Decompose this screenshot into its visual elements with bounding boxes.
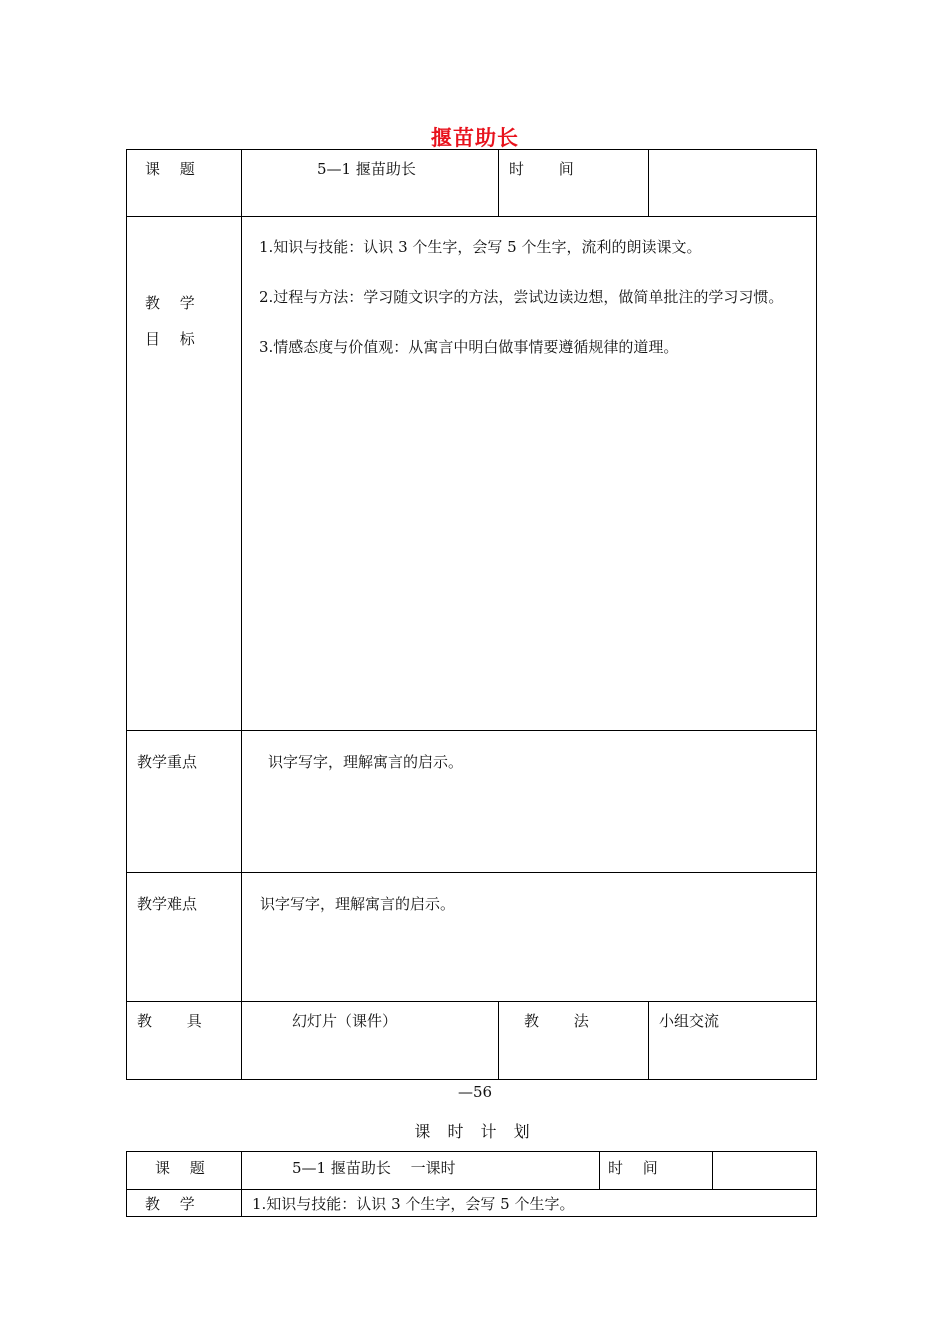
plan-topic-row [127,1152,817,1190]
key-point-label: 教学重点 [127,731,242,873]
key-point-value: 识字写字，理解寓言的启示。 [242,731,817,873]
plan-topic-label: 课 题 [127,1152,242,1190]
tools-value: 幻灯片（课件） [242,1002,499,1080]
key-point-row [127,731,817,873]
plan-topic-value: 5—1 揠苗助长 一课时 [242,1152,600,1190]
plan-time-label: 时 间 [600,1152,713,1190]
objectives-row [127,217,817,731]
difficulty-label: 教学难点 [127,873,242,1002]
plan-heading: 课 时 计 划 [414,1122,536,1141]
objective-1: 1.知识与技能：认识 3 个生字，会写 5 个生字，流利的朗读课文。 [259,238,702,256]
lesson-table [126,149,817,1080]
topic-row [127,150,817,217]
method-label: 教 法 [499,1002,649,1080]
plan-objective-1: 1.知识与技能：认识 3 个生字，会写 5 个生字。 [242,1190,817,1217]
topic-label: 课 题 [127,150,242,217]
objectives-cell [242,217,817,731]
objectives-label-line-1: 教 学 [145,294,195,312]
plan-objectives-label: 教 学 [127,1190,242,1217]
tools-label: 教 具 [127,1002,242,1080]
plan-table [126,1151,817,1217]
objective-2: 2.过程与方法：学习随文识字的方法，尝试边读边想，做简单批注的学习习惯。 [259,288,784,306]
time-label: 时 间 [499,150,649,217]
plan-objectives-row [127,1190,817,1217]
difficulty-row [127,873,817,1002]
document-title: 揠苗助长 [431,126,519,150]
objective-3: 3.情感态度与价值观：从寓言中明白做事情要遵循规律的道理。 [259,338,679,356]
topic-value: 5—1 揠苗助长 [242,150,499,217]
objectives-label [127,217,242,731]
objectives-list [242,217,816,359]
method-value: 小组交流 [649,1002,817,1080]
time-value [649,150,817,217]
objectives-label-line-2: 目 标 [145,330,195,348]
page-number: —56 [457,1083,493,1101]
tools-row [127,1002,817,1080]
difficulty-value: 识字写字，理解寓言的启示。 [242,873,817,1002]
plan-time-value [713,1152,817,1190]
